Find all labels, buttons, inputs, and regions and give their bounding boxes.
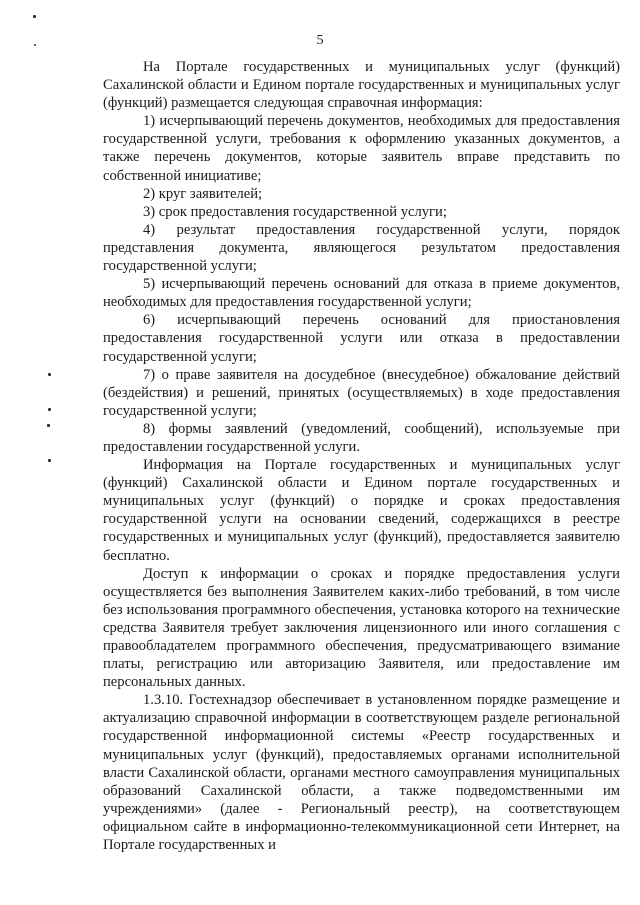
list-item-5: 5) исчерпывающий перечень оснований для отказа в приеме документов, необходимых для предоставления государственной услуги; [103, 276, 620, 311]
paragraph-portal-info: Информация на Портале государственных и муниципальных услуг (функций) Сахалинской области и Едином портале государственных и муниципальных услуг (функций) о порядке и сроках предоставления государственной услуги на основании сведений, содержащихся в реестре государственных и муниципальных услуг (функций), предоставляется заявителю бесплатно. [103, 457, 620, 564]
scan-mark [48, 373, 51, 376]
list-item-1: 1) исчерпывающий перечень документов, необходимых для предоставления государственной услуги, требования к оформлению указанных документов, а также перечень документов, которые заявитель вправе представить по собственной инициативе; [103, 113, 620, 184]
page-number: 5 [316, 33, 324, 48]
paragraph-intro: На Портале государственных и муниципальных услуг (функций) Сахалинской области и Едином портале государственных и муниципальных услуг (функций) размещается следующая справочная информация: [103, 59, 620, 112]
document-body [103, 58, 620, 854]
scan-mark [47, 424, 50, 427]
scan-mark [48, 408, 51, 411]
list-item-2: 2) круг заявителей; [143, 185, 263, 202]
list-item-6: 6) исчерпывающий перечень оснований для приостановления предоставления государственной услуги или отказа в предоставлении государственной услуги; [103, 312, 620, 365]
list-item-8: 8) формы заявлений (уведомлений, сообщений), используемые при предоставлении государственной услуги. [103, 420, 620, 455]
scan-mark [48, 459, 51, 462]
paragraph-access: Доступ к информации о сроках и порядке предоставления услуги осуществляется без выполнения Заявителем каких-либо требований, в том числе без использования программного обеспечения, установка которого на технические средства Заявителя требует заключения лицензионного или иного соглашения с правообладателем программного обеспечения, предусматривающего взимание платы, регистрацию или авторизацию Заявителя, или предоставление им персональных данных. [103, 565, 620, 691]
list-item-7: 7) о праве заявителя на досудебное (внесудебное) обжалование действий (бездействия) и решений, принятых (осуществляемых) в ходе предоставления государственной услуги; [103, 366, 620, 419]
paragraph-1-3-10: 1.3.10. Гостехнадзор обеспечивает в установленном порядке размещение и актуализацию справочной информации в соответствующем разделе региональной государственной информационной системы «Реестр государственных и муниципальных услуг (функций), предоставляемых органами исполнительной власти Сахалинской области, органами местного самоуправления муниципальных образований Сахалинской области, а также подведомственными им учреждениями» (далее - Региональный реестр), на соответствующем официальном сайте в информационно-телекоммуникационной сети Интернет, на Портале государственных и [103, 692, 620, 854]
scan-mark [33, 15, 36, 18]
list-item-3: 3) срок предоставления государственной услуги; [143, 203, 447, 220]
list-item-4: 4) результат предоставления государственной услуги, порядок представления документа, являющегося результатом предоставления государственной услуги; [103, 221, 620, 275]
